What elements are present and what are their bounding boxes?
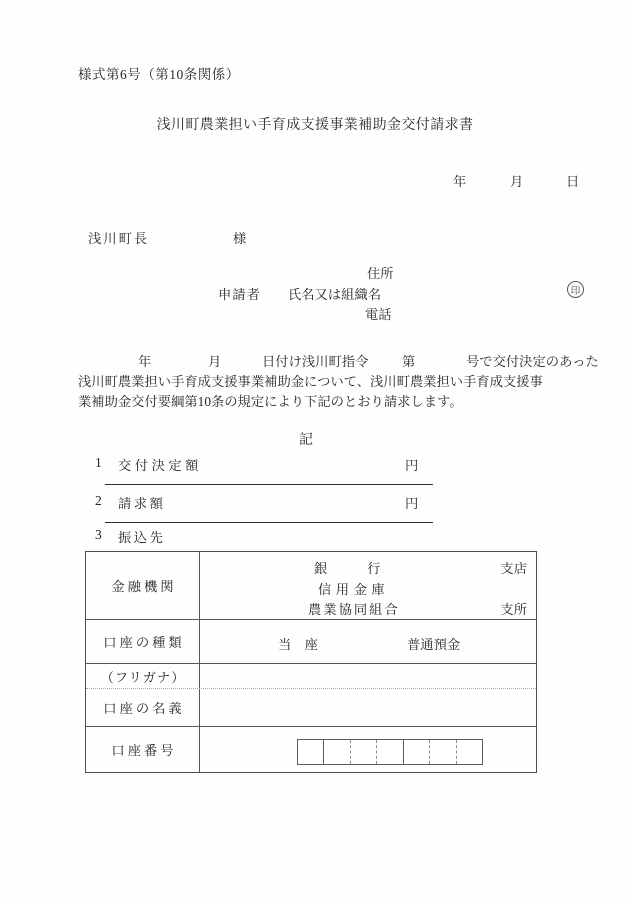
table-row-furigana (86, 664, 536, 689)
table-row-account-type (86, 620, 536, 664)
applicant-phone-label: 電話 (365, 307, 392, 322)
account-digit-cell[interactable] (298, 740, 324, 764)
agri-coop-option-label: 農業協同組合 (308, 602, 400, 617)
applicant-address-label: 住所 (367, 266, 394, 281)
holder-name-input-area[interactable] (200, 689, 536, 726)
current-account-option-label: 当 座 (278, 637, 318, 652)
bank-transfer-table (85, 551, 537, 773)
credit-union-option-label: 信用金庫 (318, 582, 390, 597)
account-digit-cell[interactable] (377, 740, 403, 764)
item3-label: 振込先 (118, 530, 166, 545)
seal-mark: 印 (567, 281, 584, 298)
account-digit-cell[interactable] (324, 740, 350, 764)
body-year-label: 年 (138, 354, 152, 369)
ordinary-account-option-label: 普通預金 (407, 637, 461, 652)
account-number-box (297, 739, 483, 765)
item1-unit: 円 (405, 458, 419, 473)
furigana-input-area[interactable] (200, 664, 536, 688)
form-number: 様式第6号（第10条関係） (78, 67, 240, 82)
item2-number: 2 (95, 493, 102, 508)
account-digit-cell[interactable] (457, 740, 482, 764)
branch-office-suffix-label: 支所 (500, 602, 527, 617)
date-day-label: 日 (566, 174, 580, 189)
table-row-account-number (86, 727, 536, 772)
furigana-label: （フリガナ） (86, 664, 200, 688)
item3-number: 3 (95, 527, 102, 542)
request-amount-field[interactable] (105, 511, 433, 523)
account-digit-cell[interactable] (351, 740, 377, 764)
addressee-honorific: 様 (233, 231, 247, 246)
date-year-label: 年 (453, 174, 467, 189)
item1-label: 交付決定額 (118, 458, 202, 473)
body-line2: 浅川町農業担い手育成支援事業補助金について、浅川町農業担い手育成支援事 (78, 374, 543, 389)
body-number-prefix: 第 (402, 354, 416, 369)
item2-label: 請求額 (118, 496, 166, 511)
table-row-institution (86, 552, 536, 620)
item2-unit: 円 (405, 496, 419, 511)
body-decision-phrase: 号で交付決定のあった (466, 354, 599, 369)
body-line3: 業補助金交付要綱第10条の規定により下記のとおり請求します。 (78, 394, 463, 409)
holder-name-label: 口座の名義 (86, 689, 200, 726)
account-digit-cell[interactable] (430, 740, 456, 764)
bank-option-label: 銀 行 (314, 561, 381, 576)
applicant-name-label: 氏名又は組織名 (288, 287, 382, 302)
institution-label: 金融機関 (86, 552, 200, 619)
body-month-label: 月 (208, 354, 222, 369)
addressee-name: 浅川町長 (88, 231, 150, 246)
grant-amount-field[interactable] (105, 473, 433, 485)
applicant-label: 申請者 (218, 287, 261, 302)
table-row-holder-name (86, 689, 536, 727)
branch-suffix-label: 支店 (500, 561, 527, 576)
institution-input-area[interactable] (200, 552, 536, 619)
date-month-label: 月 (510, 174, 524, 189)
account-type-label: 口座の種類 (86, 620, 200, 663)
account-number-label: 口座番号 (86, 727, 200, 772)
body-directive-phrase: 日付け浅川町指令 (262, 354, 369, 369)
record-heading: 記 (299, 433, 313, 448)
account-type-input-area[interactable] (200, 620, 536, 663)
account-digit-cell[interactable] (404, 740, 430, 764)
page-title: 浅川町農業担い手育成支援事業補助金交付請求書 (156, 118, 474, 133)
item1-number: 1 (95, 455, 102, 470)
account-number-area (200, 727, 536, 772)
